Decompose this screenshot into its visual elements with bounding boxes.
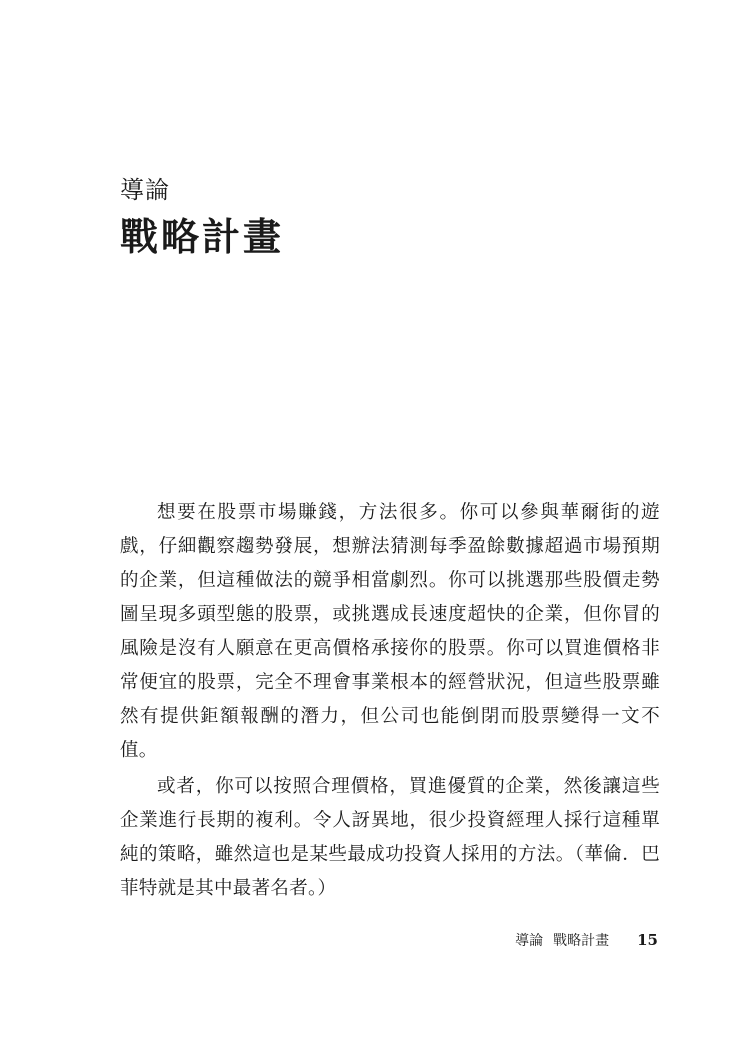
footer-title: 戰略計畫 bbox=[553, 933, 610, 949]
chapter-title: 戰略計畫 bbox=[120, 214, 285, 259]
paragraph-1: 想要在股票市場賺錢，方法很多。你可以參與華爾街的遊戲，仔細觀察趨勢發展，想辦法猜測每季盈餘數據超過市場預期的企業，但這種做法的競爭相當劇烈。你可以挑選那些股價走勢圖呈現多頭型態的股票，或挑選成長速度超快的企業，但你冒的風險是沒有人願意在更高價格承接你的股票。你可以買進價格非常便宜的股票，完全不理會事業根本的經營狀況，但這些股票雖然有提供鉅額報酬的潛力，但公司也能倒閉而股票變得一文不值。 bbox=[120, 502, 660, 761]
page-number: 15 bbox=[637, 931, 658, 949]
body-text bbox=[120, 496, 660, 906]
paragraph-2: 或者，你可以按照合理價格，買進優質的企業，然後讓這些企業進行長期的複利。令人訝異地，很少投資經理人採行這種單純的策略，雖然這也是某些最成功投資人採用的方法。（華倫．巴菲特就是其中最著名者。） bbox=[120, 776, 660, 899]
footer-section: 導論 bbox=[515, 933, 544, 949]
running-footer bbox=[515, 930, 658, 950]
chapter-label: 導論 bbox=[120, 176, 170, 204]
